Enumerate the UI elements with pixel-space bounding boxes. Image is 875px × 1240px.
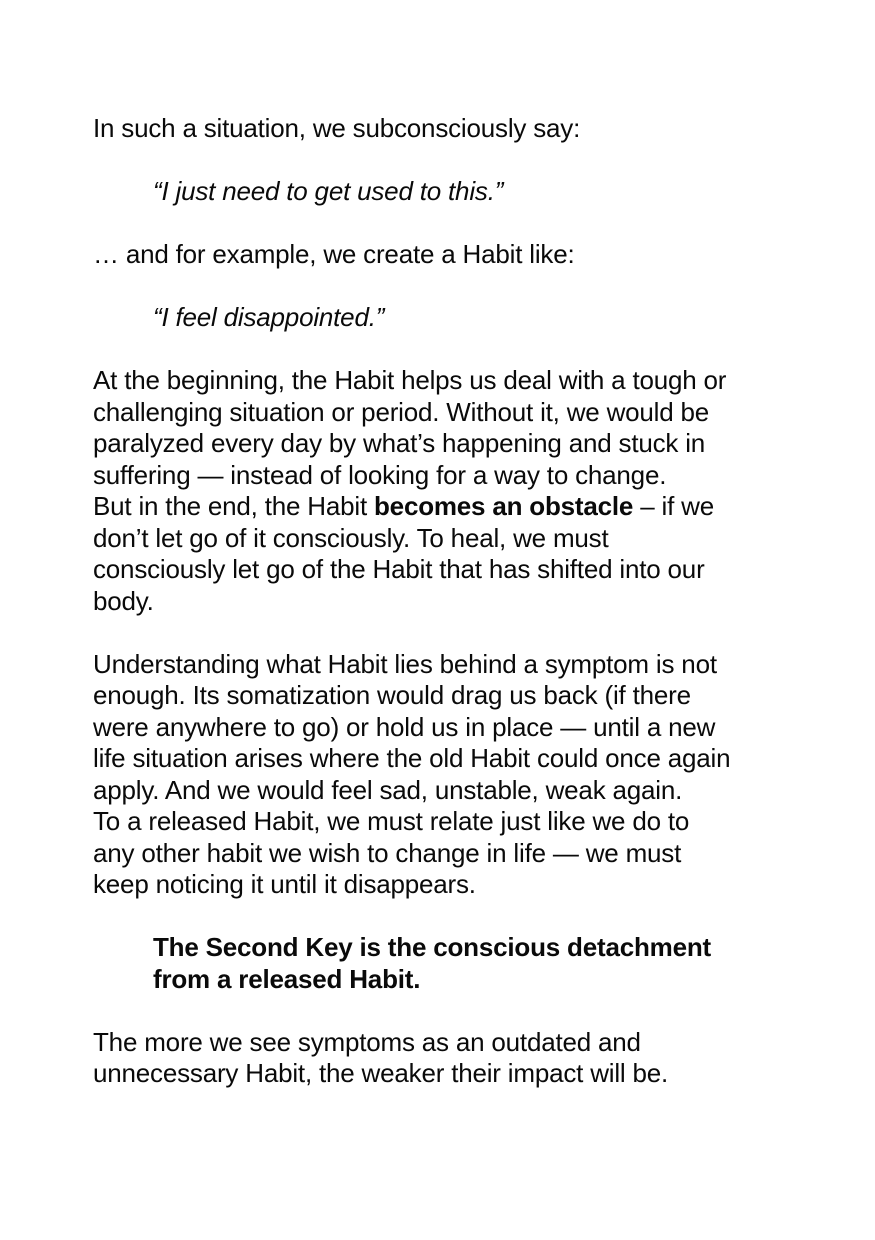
quote-feel-disappointed: “I feel disappointed.” bbox=[153, 302, 385, 332]
paragraph-example: … and for example, we create a Habit like: bbox=[93, 239, 575, 269]
paragraph-habit-beginning: At the beginning, the Habit helps us deal with a tough or challenging situation or period. Without it, we would be paralyzed every day by what’s happening and stuck in suffering — instead of looking for a way to change. But in the end, the Habit becomes an obstacle – if we don’t let go of it consciously. To heal, we must consciously let go of the Habit that has shifted into our body. bbox=[93, 365, 727, 616]
quote-get-used-to-this: “I just need to get used to this.” bbox=[153, 176, 504, 206]
paragraph-closing: The more we see symptoms as an outdated and unnecessary Habit, the weaker their impact will be. bbox=[93, 1026, 669, 1088]
paragraph-understanding: Understanding what Habit lies behind a symptom is not enough. Its somatization would drag us back (if there were anywhere to go) or hold us in place — until a new life situation arises where the old Habit could once again apply. And we would feel sad, unstable, weak again. To a released Habit, we must relate just like we do to any other habit we wish to change in life — we must keep noticing it until it disappears. bbox=[93, 648, 731, 899]
heading-second-key: The Second Key is the conscious detachment from a released Habit. bbox=[153, 932, 711, 994]
page-content bbox=[93, 113, 813, 1090]
paragraph-intro: In such a situation, we subconsciously say: bbox=[93, 113, 581, 143]
